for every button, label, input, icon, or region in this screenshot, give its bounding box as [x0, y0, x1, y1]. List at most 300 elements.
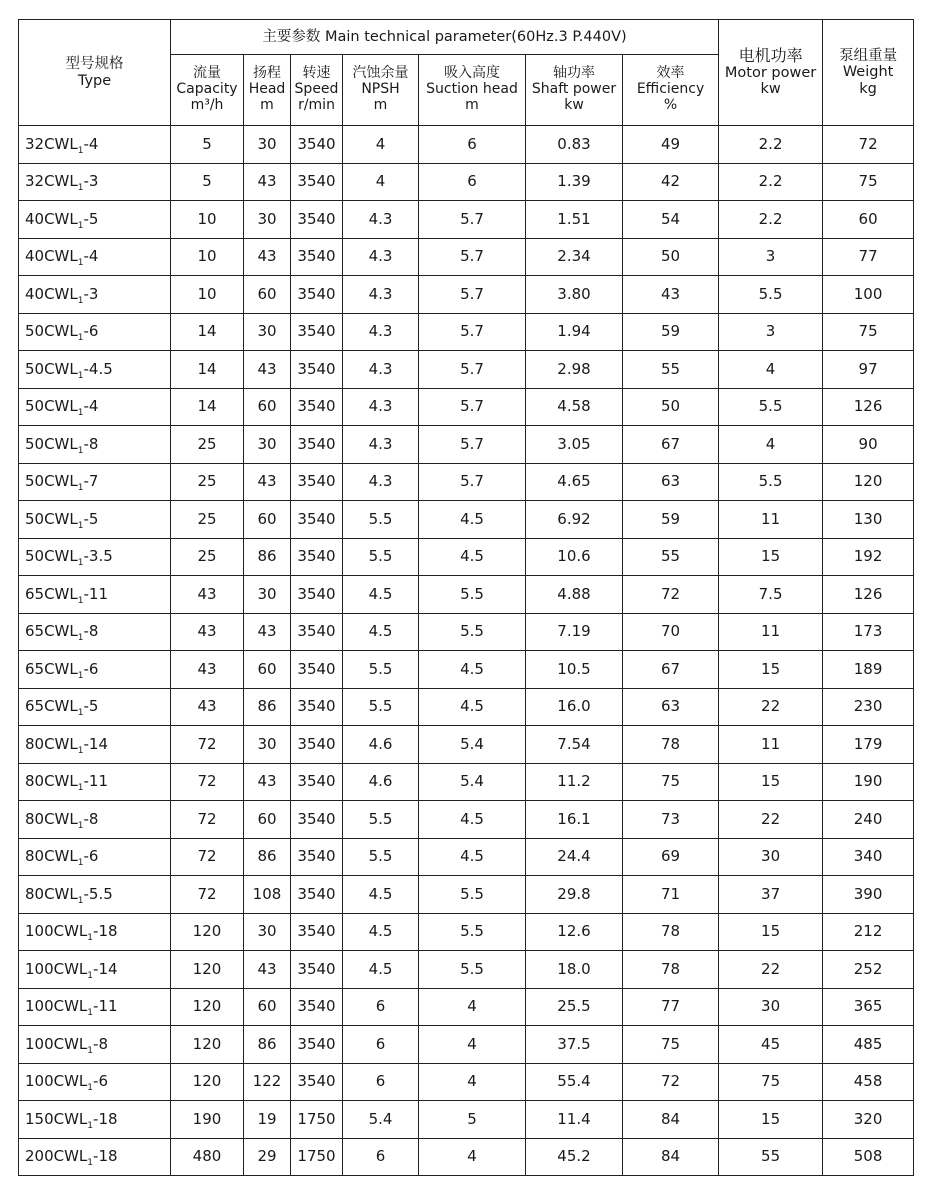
cell-shaft: 4.88: [526, 576, 623, 614]
cell-suction: 4.5: [419, 501, 526, 539]
cell-suction: 5.5: [419, 613, 526, 651]
cell-motor: 22: [719, 801, 823, 839]
table-row: [19, 201, 914, 239]
cell-shaft: 18.0: [526, 951, 623, 989]
cell-npsh: 5.5: [343, 501, 419, 539]
cell-type: $50CWL_1-6$: [19, 313, 171, 351]
cell-shaft: 11.4: [526, 1101, 623, 1139]
cell-type: $80CWL_1-6$: [19, 838, 171, 876]
cell-npsh: 4.6: [343, 763, 419, 801]
cell-motor: 22: [719, 951, 823, 989]
cell-shaft: 6.92: [526, 501, 623, 539]
cell-shaft: 3.05: [526, 426, 623, 464]
table-row: [19, 1063, 914, 1101]
cell-suction: 4.5: [419, 838, 526, 876]
cell-suction: 5.5: [419, 951, 526, 989]
cell-motor: 2.2: [719, 201, 823, 239]
cell-speed: 3540: [291, 463, 343, 501]
cell-speed: 3540: [291, 951, 343, 989]
cell-speed: 3540: [291, 388, 343, 426]
cell-type: $100CWL_1-11$: [19, 988, 171, 1026]
cell-motor: 7.5: [719, 576, 823, 614]
cell-npsh: 4.3: [343, 276, 419, 314]
cell-weight: 72: [823, 126, 914, 164]
cell-suction: 5.5: [419, 876, 526, 914]
cell-speed: 3540: [291, 163, 343, 201]
cell-speed: 1750: [291, 1101, 343, 1139]
cell-npsh: 4.5: [343, 613, 419, 651]
cell-shaft: 4.65: [526, 463, 623, 501]
cell-capacity: 72: [171, 763, 244, 801]
cell-suction: 6: [419, 163, 526, 201]
table-row: [19, 388, 914, 426]
cell-motor: 15: [719, 913, 823, 951]
cell-npsh: 6: [343, 1063, 419, 1101]
cell-npsh: 4.3: [343, 463, 419, 501]
cell-eff: 84: [623, 1138, 719, 1176]
cell-weight: 126: [823, 576, 914, 614]
cell-eff: 78: [623, 951, 719, 989]
cell-eff: 71: [623, 876, 719, 914]
cell-type: $100CWL_1-14$: [19, 951, 171, 989]
cell-npsh: 4.5: [343, 876, 419, 914]
cell-motor: 15: [719, 651, 823, 689]
cell-npsh: 5.4: [343, 1101, 419, 1139]
cell-npsh: 6: [343, 988, 419, 1026]
cell-weight: 126: [823, 388, 914, 426]
cell-capacity: 190: [171, 1101, 244, 1139]
cell-type: $100CWL_1-18$: [19, 913, 171, 951]
cell-npsh: 4.6: [343, 726, 419, 764]
cell-weight: 458: [823, 1063, 914, 1101]
cell-speed: 1750: [291, 1138, 343, 1176]
cell-type: $65CWL_1-6$: [19, 651, 171, 689]
cell-eff: 78: [623, 726, 719, 764]
cell-head: 60: [244, 276, 291, 314]
header-shaft-power: 轴功率 Shaft power kw: [526, 55, 623, 126]
header-efficiency: 效率 Efficiency %: [623, 55, 719, 126]
header-type: 型号规格 Type: [19, 20, 171, 126]
cell-shaft: 3.80: [526, 276, 623, 314]
cell-suction: 5: [419, 1101, 526, 1139]
cell-motor: 2.2: [719, 163, 823, 201]
table-row: [19, 801, 914, 839]
cell-shaft: 11.2: [526, 763, 623, 801]
cell-type: $50CWL_1-4.5$: [19, 351, 171, 389]
cell-shaft: 24.4: [526, 838, 623, 876]
cell-suction: 5.7: [419, 426, 526, 464]
cell-eff: 59: [623, 501, 719, 539]
cell-capacity: 14: [171, 388, 244, 426]
cell-capacity: 43: [171, 613, 244, 651]
header-head: 扬程 Head m: [244, 55, 291, 126]
cell-type: $32CWL_1-3$: [19, 163, 171, 201]
cell-capacity: 10: [171, 238, 244, 276]
cell-eff: 72: [623, 576, 719, 614]
cell-type: $80CWL_1-5.5$: [19, 876, 171, 914]
cell-capacity: 14: [171, 313, 244, 351]
cell-motor: 5.5: [719, 463, 823, 501]
cell-npsh: 4: [343, 126, 419, 164]
cell-shaft: 55.4: [526, 1063, 623, 1101]
cell-motor: 5.5: [719, 388, 823, 426]
cell-capacity: 25: [171, 463, 244, 501]
table-row: [19, 238, 914, 276]
cell-shaft: 2.98: [526, 351, 623, 389]
cell-npsh: 5.5: [343, 801, 419, 839]
cell-head: 29: [244, 1138, 291, 1176]
cell-capacity: 72: [171, 876, 244, 914]
table-row: [19, 538, 914, 576]
cell-type: $40CWL_1-5$: [19, 201, 171, 239]
cell-suction: 4.5: [419, 801, 526, 839]
cell-eff: 43: [623, 276, 719, 314]
cell-shaft: 1.51: [526, 201, 623, 239]
cell-head: 30: [244, 726, 291, 764]
cell-capacity: 5: [171, 163, 244, 201]
cell-type: $65CWL_1-8$: [19, 613, 171, 651]
cell-weight: 179: [823, 726, 914, 764]
cell-suction: 5.5: [419, 576, 526, 614]
cell-speed: 3540: [291, 238, 343, 276]
table-row: [19, 351, 914, 389]
table-row: [19, 313, 914, 351]
cell-shaft: 7.19: [526, 613, 623, 651]
cell-weight: 77: [823, 238, 914, 276]
table-row: [19, 163, 914, 201]
cell-npsh: 4.5: [343, 576, 419, 614]
cell-npsh: 6: [343, 1026, 419, 1064]
cell-type: $50CWL_1-5$: [19, 501, 171, 539]
cell-head: 43: [244, 951, 291, 989]
cell-head: 19: [244, 1101, 291, 1139]
cell-npsh: 4: [343, 163, 419, 201]
cell-shaft: 0.83: [526, 126, 623, 164]
header-main-parameters: 主要参数 Main technical parameter(60Hz.3 P.440V): [171, 20, 719, 55]
table-row: [19, 1138, 914, 1176]
cell-head: 30: [244, 913, 291, 951]
cell-eff: 75: [623, 763, 719, 801]
cell-capacity: 25: [171, 426, 244, 464]
cell-capacity: 120: [171, 1063, 244, 1101]
cell-type: $80CWL_1-14$: [19, 726, 171, 764]
cell-npsh: 4.5: [343, 913, 419, 951]
cell-head: 30: [244, 313, 291, 351]
cell-npsh: 5.5: [343, 538, 419, 576]
cell-suction: 5.4: [419, 763, 526, 801]
cell-motor: 22: [719, 688, 823, 726]
cell-type: $40CWL_1-3$: [19, 276, 171, 314]
cell-weight: 100: [823, 276, 914, 314]
cell-shaft: 7.54: [526, 726, 623, 764]
cell-capacity: 10: [171, 201, 244, 239]
cell-weight: 230: [823, 688, 914, 726]
cell-speed: 3540: [291, 276, 343, 314]
header-npsh: 汽蚀余量 NPSH m: [343, 55, 419, 126]
cell-suction: 4: [419, 1138, 526, 1176]
table-row: [19, 688, 914, 726]
cell-capacity: 14: [171, 351, 244, 389]
cell-capacity: 120: [171, 1026, 244, 1064]
cell-motor: 2.2: [719, 126, 823, 164]
cell-shaft: 37.5: [526, 1026, 623, 1064]
cell-motor: 15: [719, 1101, 823, 1139]
cell-motor: 15: [719, 763, 823, 801]
cell-motor: 11: [719, 501, 823, 539]
table-row: [19, 838, 914, 876]
cell-suction: 4: [419, 988, 526, 1026]
cell-suction: 5.7: [419, 351, 526, 389]
cell-type: $80CWL_1-8$: [19, 801, 171, 839]
cell-motor: 55: [719, 1138, 823, 1176]
table-row: [19, 1101, 914, 1139]
cell-eff: 42: [623, 163, 719, 201]
cell-weight: 120: [823, 463, 914, 501]
cell-head: 86: [244, 538, 291, 576]
cell-type: $50CWL_1-7$: [19, 463, 171, 501]
cell-suction: 5.7: [419, 238, 526, 276]
cell-speed: 3540: [291, 726, 343, 764]
cell-speed: 3540: [291, 313, 343, 351]
cell-shaft: 2.34: [526, 238, 623, 276]
cell-shaft: 4.58: [526, 388, 623, 426]
cell-npsh: 4.3: [343, 351, 419, 389]
cell-capacity: 25: [171, 538, 244, 576]
cell-capacity: 120: [171, 913, 244, 951]
cell-npsh: 5.5: [343, 838, 419, 876]
cell-suction: 5.7: [419, 388, 526, 426]
cell-shaft: 1.39: [526, 163, 623, 201]
cell-motor: 5.5: [719, 276, 823, 314]
cell-capacity: 10: [171, 276, 244, 314]
cell-eff: 70: [623, 613, 719, 651]
cell-speed: 3540: [291, 576, 343, 614]
cell-motor: 30: [719, 988, 823, 1026]
cell-shaft: 10.6: [526, 538, 623, 576]
table-row: [19, 126, 914, 164]
cell-head: 60: [244, 801, 291, 839]
cell-npsh: 5.5: [343, 688, 419, 726]
cell-capacity: 480: [171, 1138, 244, 1176]
table-row: [19, 1026, 914, 1064]
cell-capacity: 43: [171, 688, 244, 726]
cell-npsh: 4.5: [343, 951, 419, 989]
cell-weight: 252: [823, 951, 914, 989]
cell-npsh: 4.3: [343, 238, 419, 276]
cell-shaft: 1.94: [526, 313, 623, 351]
cell-capacity: 43: [171, 576, 244, 614]
cell-motor: 11: [719, 726, 823, 764]
cell-motor: 30: [719, 838, 823, 876]
cell-type: $40CWL_1-4$: [19, 238, 171, 276]
cell-motor: 4: [719, 351, 823, 389]
cell-weight: 75: [823, 163, 914, 201]
header-weight: 泵组重量 Weight kg: [823, 20, 914, 126]
cell-suction: 5.7: [419, 313, 526, 351]
cell-motor: 15: [719, 538, 823, 576]
cell-head: 60: [244, 388, 291, 426]
cell-speed: 3540: [291, 351, 343, 389]
cell-type: $32CWL_1-4$: [19, 126, 171, 164]
cell-head: 43: [244, 763, 291, 801]
cell-weight: 90: [823, 426, 914, 464]
cell-type: $50CWL_1-4$: [19, 388, 171, 426]
cell-speed: 3540: [291, 988, 343, 1026]
cell-head: 122: [244, 1063, 291, 1101]
header-speed: 转速 Speed r/min: [291, 55, 343, 126]
cell-eff: 55: [623, 538, 719, 576]
header-capacity: 流量 Capacity m³/h: [171, 55, 244, 126]
cell-head: 86: [244, 838, 291, 876]
cell-type: $100CWL_1-8$: [19, 1026, 171, 1064]
cell-eff: 63: [623, 688, 719, 726]
cell-eff: 84: [623, 1101, 719, 1139]
cell-npsh: 6: [343, 1138, 419, 1176]
cell-suction: 5.7: [419, 201, 526, 239]
cell-eff: 73: [623, 801, 719, 839]
cell-capacity: 72: [171, 726, 244, 764]
table-row: [19, 988, 914, 1026]
cell-type: $100CWL_1-6$: [19, 1063, 171, 1101]
cell-head: 86: [244, 688, 291, 726]
cell-head: 43: [244, 463, 291, 501]
cell-npsh: 4.3: [343, 313, 419, 351]
cell-suction: 5.7: [419, 463, 526, 501]
cell-speed: 3540: [291, 1063, 343, 1101]
cell-suction: 5.4: [419, 726, 526, 764]
cell-motor: 37: [719, 876, 823, 914]
cell-eff: 75: [623, 1026, 719, 1064]
cell-weight: 365: [823, 988, 914, 1026]
cell-eff: 77: [623, 988, 719, 1026]
cell-type: $65CWL_1-5$: [19, 688, 171, 726]
cell-weight: 485: [823, 1026, 914, 1064]
cell-weight: 173: [823, 613, 914, 651]
cell-head: 86: [244, 1026, 291, 1064]
table-row: [19, 913, 914, 951]
cell-head: 60: [244, 988, 291, 1026]
cell-npsh: 4.3: [343, 388, 419, 426]
cell-eff: 63: [623, 463, 719, 501]
cell-weight: 320: [823, 1101, 914, 1139]
cell-speed: 3540: [291, 538, 343, 576]
cell-capacity: 43: [171, 651, 244, 689]
cell-shaft: 16.1: [526, 801, 623, 839]
cell-weight: 240: [823, 801, 914, 839]
cell-npsh: 4.3: [343, 201, 419, 239]
cell-head: 30: [244, 201, 291, 239]
cell-eff: 69: [623, 838, 719, 876]
cell-suction: 4.5: [419, 651, 526, 689]
table-row: [19, 613, 914, 651]
cell-type: $80CWL_1-11$: [19, 763, 171, 801]
cell-weight: 340: [823, 838, 914, 876]
table-row: [19, 651, 914, 689]
cell-eff: 59: [623, 313, 719, 351]
cell-eff: 67: [623, 426, 719, 464]
cell-eff: 50: [623, 238, 719, 276]
cell-head: 30: [244, 126, 291, 164]
cell-speed: 3540: [291, 801, 343, 839]
cell-speed: 3540: [291, 1026, 343, 1064]
cell-motor: 3: [719, 238, 823, 276]
cell-speed: 3540: [291, 613, 343, 651]
cell-speed: 3540: [291, 763, 343, 801]
cell-shaft: 10.5: [526, 651, 623, 689]
cell-capacity: 5: [171, 126, 244, 164]
cell-head: 43: [244, 613, 291, 651]
cell-suction: 6: [419, 126, 526, 164]
cell-type: $200CWL_1-18$: [19, 1138, 171, 1176]
cell-weight: 189: [823, 651, 914, 689]
cell-weight: 75: [823, 313, 914, 351]
cell-shaft: 29.8: [526, 876, 623, 914]
cell-suction: 4: [419, 1026, 526, 1064]
cell-type: $65CWL_1-11$: [19, 576, 171, 614]
cell-weight: 390: [823, 876, 914, 914]
table-row: [19, 576, 914, 614]
cell-weight: 60: [823, 201, 914, 239]
cell-motor: 4: [719, 426, 823, 464]
cell-head: 43: [244, 351, 291, 389]
cell-shaft: 16.0: [526, 688, 623, 726]
cell-motor: 75: [719, 1063, 823, 1101]
cell-speed: 3540: [291, 426, 343, 464]
cell-speed: 3540: [291, 501, 343, 539]
cell-eff: 54: [623, 201, 719, 239]
cell-eff: 49: [623, 126, 719, 164]
cell-eff: 50: [623, 388, 719, 426]
cell-npsh: 5.5: [343, 651, 419, 689]
table-row: [19, 276, 914, 314]
table-row: [19, 876, 914, 914]
cell-eff: 72: [623, 1063, 719, 1101]
cell-capacity: 72: [171, 801, 244, 839]
cell-capacity: 25: [171, 501, 244, 539]
cell-shaft: 25.5: [526, 988, 623, 1026]
cell-speed: 3540: [291, 688, 343, 726]
cell-suction: 4.5: [419, 538, 526, 576]
cell-head: 43: [244, 163, 291, 201]
table-row: [19, 763, 914, 801]
cell-capacity: 120: [171, 988, 244, 1026]
cell-speed: 3540: [291, 651, 343, 689]
cell-head: 60: [244, 651, 291, 689]
cell-head: 30: [244, 426, 291, 464]
cell-speed: 3540: [291, 126, 343, 164]
cell-speed: 3540: [291, 876, 343, 914]
cell-eff: 55: [623, 351, 719, 389]
table-row: [19, 951, 914, 989]
cell-suction: 4: [419, 1063, 526, 1101]
header-motor-power: 电机功率 Motor power kw: [719, 20, 823, 126]
cell-head: 43: [244, 238, 291, 276]
cell-type: $50CWL_1-3.5$: [19, 538, 171, 576]
cell-shaft: 12.6: [526, 913, 623, 951]
cell-shaft: 45.2: [526, 1138, 623, 1176]
cell-capacity: 120: [171, 951, 244, 989]
cell-motor: 3: [719, 313, 823, 351]
cell-head: 30: [244, 576, 291, 614]
cell-npsh: 4.3: [343, 426, 419, 464]
cell-head: 60: [244, 501, 291, 539]
pump-parameter-table: [18, 19, 914, 1176]
cell-motor: 11: [719, 613, 823, 651]
table-row: [19, 426, 914, 464]
cell-weight: 192: [823, 538, 914, 576]
cell-eff: 67: [623, 651, 719, 689]
cell-speed: 3540: [291, 838, 343, 876]
